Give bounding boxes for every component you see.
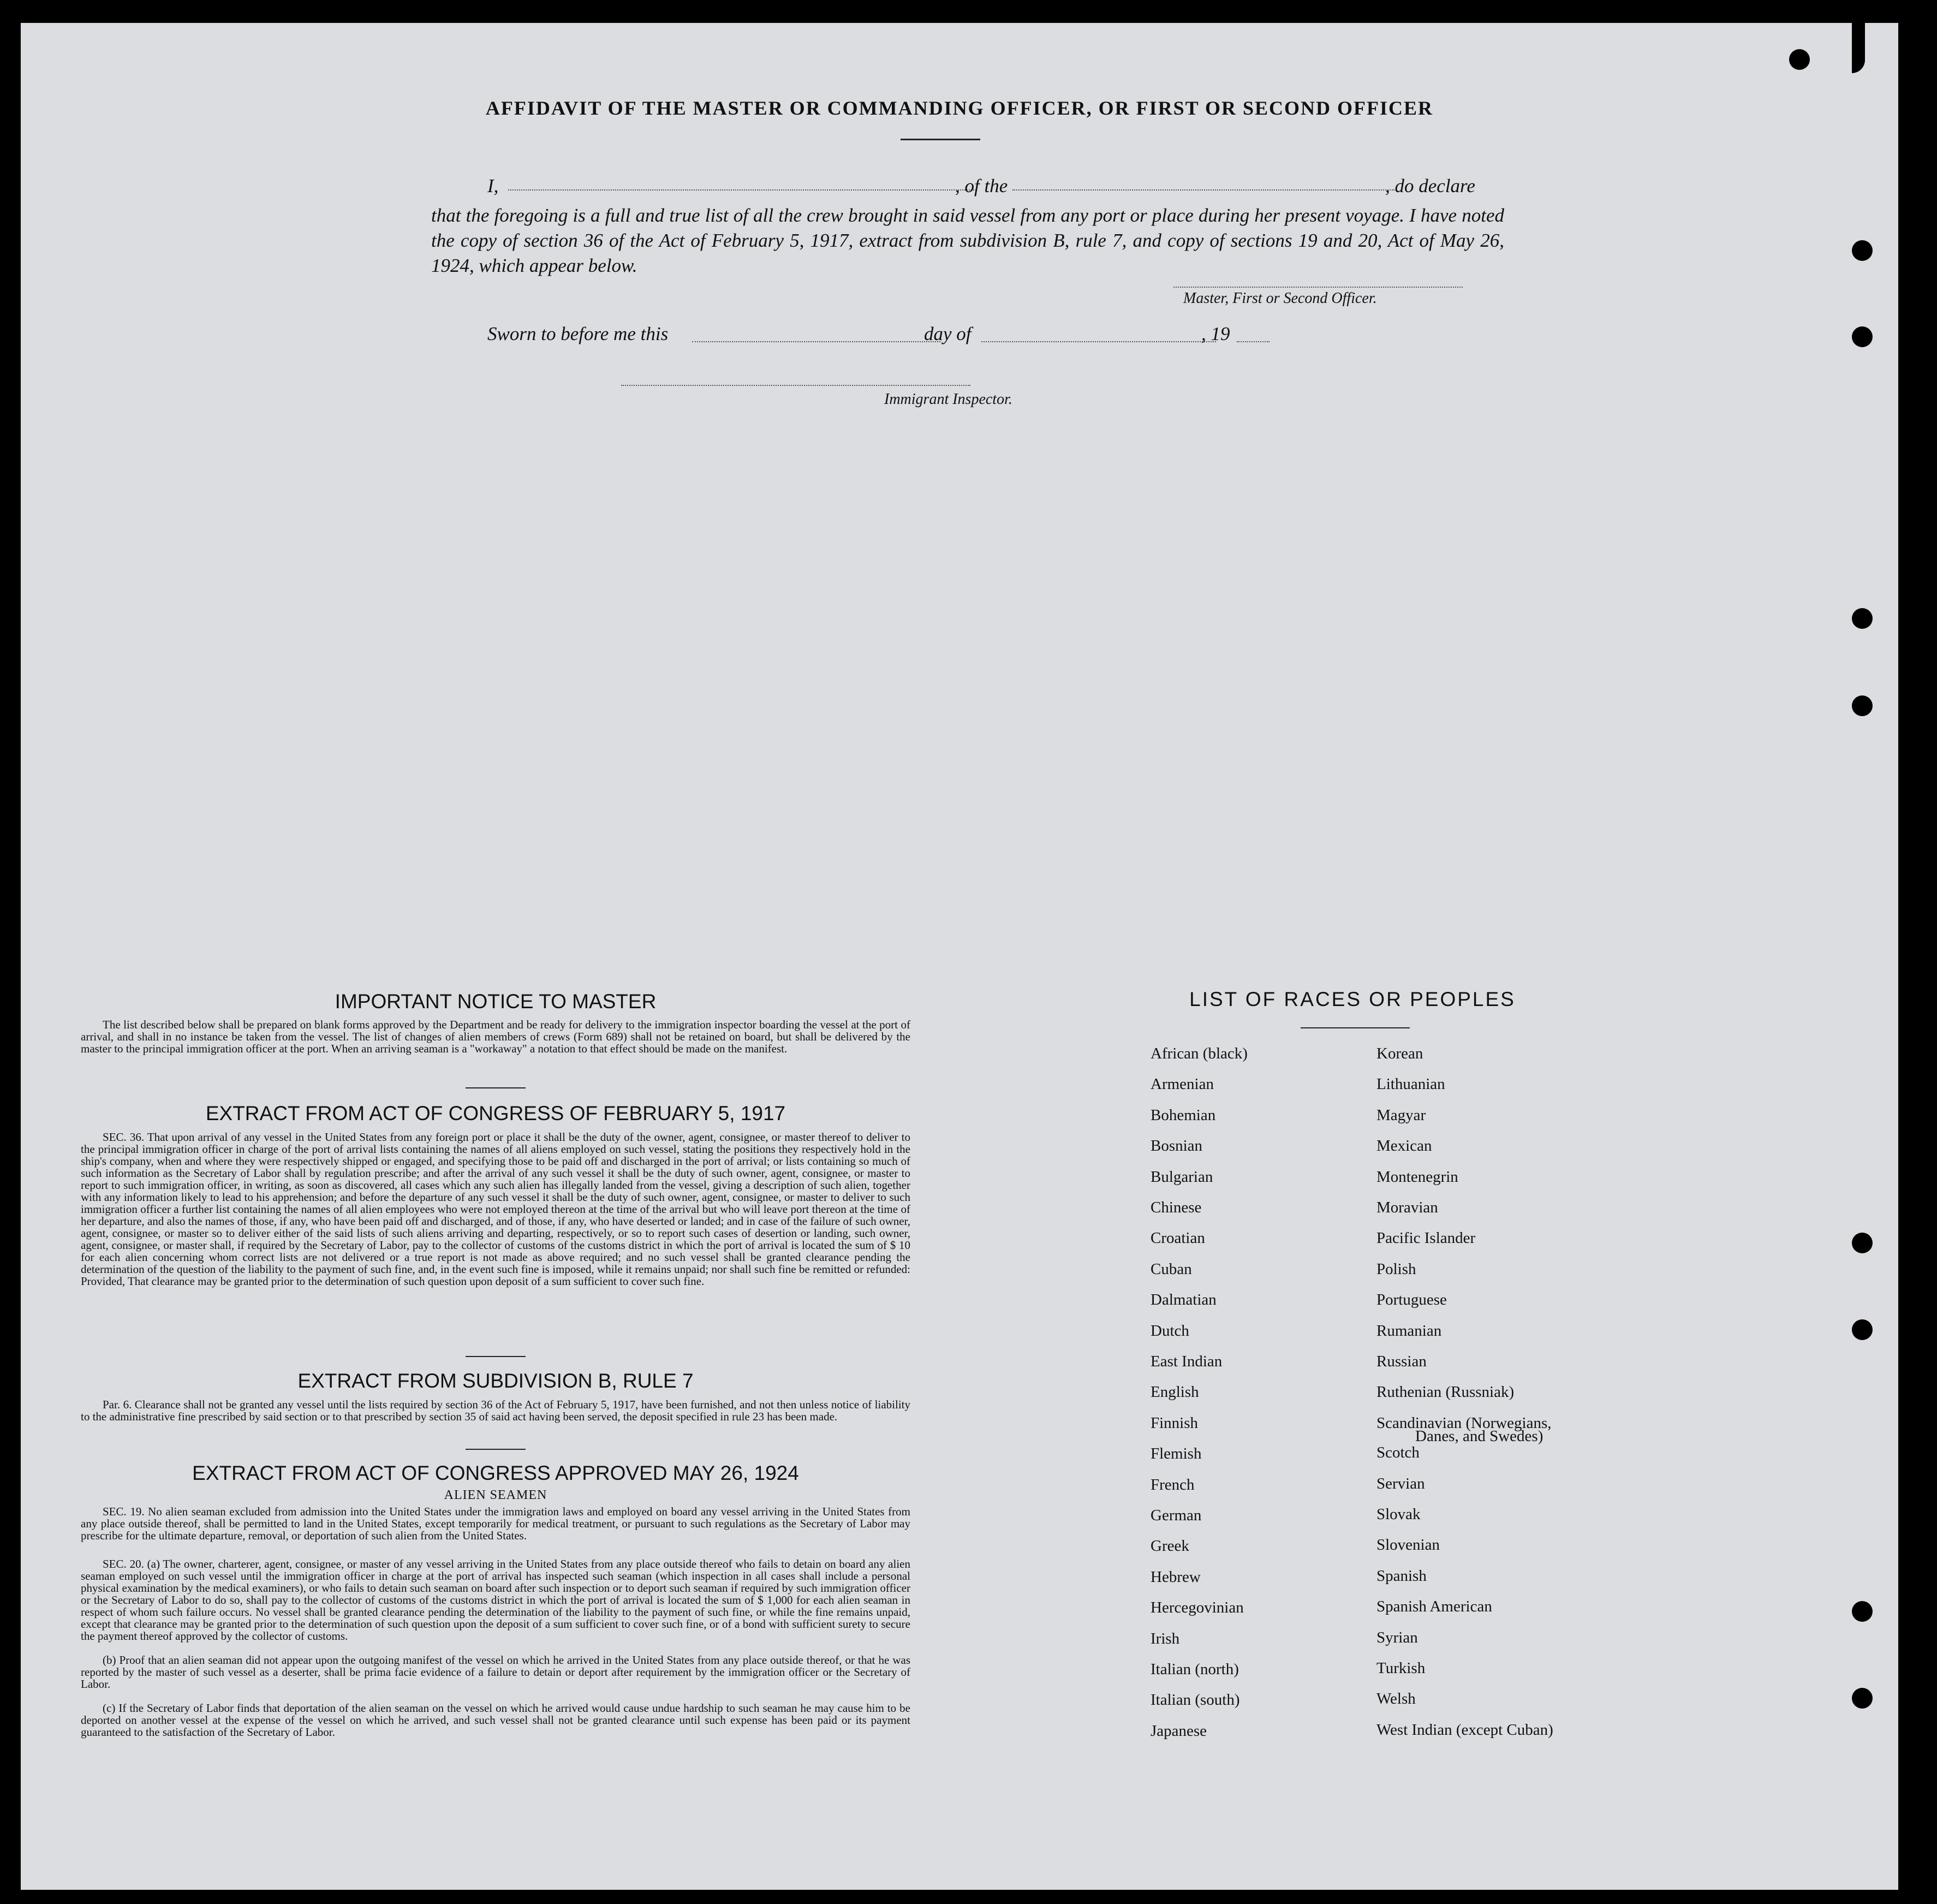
declare-label: , do declare bbox=[1385, 175, 1475, 197]
sworn-month-field[interactable] bbox=[981, 341, 1216, 342]
punch-hole bbox=[1852, 695, 1873, 716]
race-item: Slovenian bbox=[1376, 1536, 1440, 1554]
race-item: Chinese bbox=[1151, 1199, 1202, 1216]
race-item: Pacific Islander bbox=[1376, 1229, 1476, 1247]
section-rule bbox=[466, 1449, 526, 1450]
race-item: Mexican bbox=[1376, 1137, 1432, 1155]
race-item: Spanish bbox=[1376, 1567, 1427, 1585]
sec20a-text: SEC. 20. (a) The owner, charterer, agent, consignee, or master of any vessel arriving in the United States from any place outside thereof who fails to detain on board any alien seaman employed on such vessel until the immigration officer in charge at the port of arrival has inspected such seaman (which inspection in all cases shall include a personal physical examination by the medical examiners), or who fails to detain such seaman on board after such inspection or to deport such seaman if required by such immigration officer or the Secretary of Labor to do so, shall pay to the collector of customs of the customs district in which the port of arrival is located the sum of $ 1,000 for each alien seaman in respect of whom such failure occurs. No vessel shall be granted clearance pending the determination of the liability to the payment of such fine, or while the fine remains unpaid, except that clearance may be granted prior to the determination of such question upon the deposit of a sum sufficient to cover such fine, or of a bond with sufficient surety to secure the payment thereof approved by the collector of customs. bbox=[81, 1557, 910, 1643]
punch-hole bbox=[1852, 240, 1873, 261]
race-item: French bbox=[1151, 1475, 1195, 1494]
races-title-rule bbox=[1301, 1027, 1410, 1028]
section-rule bbox=[466, 1087, 526, 1088]
race-item: Welsh bbox=[1376, 1690, 1416, 1708]
race-item: Dalmatian bbox=[1151, 1291, 1217, 1309]
of-the-label: , of the bbox=[955, 175, 1008, 197]
race-item: Bosnian bbox=[1151, 1137, 1203, 1155]
master-signature-field[interactable] bbox=[1173, 287, 1463, 288]
race-item: Bulgarian bbox=[1151, 1168, 1213, 1186]
race-item: Montenegrin bbox=[1376, 1168, 1458, 1186]
race-item: Irish bbox=[1151, 1629, 1180, 1647]
vessel-name-field[interactable] bbox=[1012, 189, 1394, 191]
race-item: African (black) bbox=[1151, 1045, 1248, 1062]
sec20b-text: (b) Proof that an alien seaman did not appear upon the outgoing manifest of the vessel on which he arrived in the United States from any place outside thereof, or that he was reported by the master of such vessel as a deserter, shall be prima facie evidence of a failure to detain or deport after requirement by the immigration officer or the Secretary of Labor. bbox=[81, 1653, 910, 1691]
race-item: Moravian bbox=[1376, 1199, 1438, 1216]
declarant-prefix: I, bbox=[487, 175, 499, 197]
race-item: Flemish bbox=[1151, 1445, 1202, 1463]
race-item: Finnish bbox=[1151, 1414, 1199, 1432]
race-item: Italian (north) bbox=[1151, 1661, 1239, 1678]
race-item: Slovak bbox=[1376, 1506, 1421, 1523]
punch-hole bbox=[1852, 1601, 1873, 1622]
inspector-signature-field[interactable] bbox=[621, 385, 970, 386]
race-item: Scandinavian (Norwegians, bbox=[1376, 1414, 1552, 1432]
race-item: Greek bbox=[1151, 1537, 1189, 1555]
race-item: Russian bbox=[1376, 1353, 1427, 1370]
race-item: Japanese bbox=[1151, 1722, 1207, 1740]
race-item: Hebrew bbox=[1151, 1568, 1201, 1586]
race-item: Spanish American bbox=[1376, 1598, 1492, 1616]
alien-seamen-subtitle: ALIEN SEAMEN bbox=[444, 1488, 547, 1502]
race-item: Turkish bbox=[1376, 1659, 1426, 1677]
race-item: Lithuanian bbox=[1376, 1075, 1445, 1093]
race-item: Polish bbox=[1376, 1260, 1416, 1278]
punch-hole bbox=[1852, 1319, 1873, 1340]
torn-corner-mark bbox=[1852, 23, 1865, 73]
declaration-body: that the foregoing is a full and true list of all the crew brought in said vessel from any port or place during her present voyage. I have noted the copy of section 36 of the Act of February 5, 1917, extract from subdivision B, rule 7, and copy of sections 19 and 20, Act of May 26, 1924, which appear below. bbox=[431, 205, 1504, 276]
race-item: Korean bbox=[1376, 1045, 1423, 1062]
race-item: Servian bbox=[1376, 1474, 1425, 1492]
race-item: East Indian bbox=[1151, 1353, 1223, 1370]
punch-hole bbox=[1789, 49, 1810, 70]
race-item: English bbox=[1151, 1383, 1199, 1401]
race-item: Italian (south) bbox=[1151, 1691, 1240, 1709]
punch-hole bbox=[1852, 608, 1873, 629]
race-item: Danes, and Swedes) bbox=[1415, 1427, 1543, 1445]
sec19-text: SEC. 19. No alien seaman excluded from admission into the United States under the immigration laws and employed on board any vessel arriving in the United States from any place outside thereof, shall be permitted to land in the United States, except temporarily for medical treatment, or pursuant to such regulations as the Secretary of Labor may prescribe for the ultimate departure, removal, or deportation of such alien from the United States. bbox=[81, 1505, 910, 1542]
title-rule bbox=[901, 139, 980, 140]
year-label: , 19 bbox=[1201, 323, 1230, 344]
extract-1917-title: EXTRACT FROM ACT OF CONGRESS OF FEBRUARY 5, 1917 bbox=[205, 1102, 786, 1124]
race-item: Ruthenian (Russniak) bbox=[1376, 1383, 1515, 1401]
master-signature-label: Master, First or Second Officer. bbox=[1183, 290, 1377, 307]
extract-1924-title: EXTRACT FROM ACT OF CONGRESS APPROVED MAY 26, 1924 bbox=[192, 1462, 799, 1484]
sworn-year-field[interactable] bbox=[1237, 341, 1270, 342]
affidavit-title: AFFIDAVIT OF THE MASTER OR COMMANDING OFFICER, OR FIRST OR SECOND OFFICER bbox=[485, 97, 1434, 119]
race-item: Magyar bbox=[1376, 1106, 1426, 1124]
race-item: Croatian bbox=[1151, 1229, 1205, 1247]
extract-rule7-title: EXTRACT FROM SUBDIVISION B, RULE 7 bbox=[297, 1370, 694, 1392]
race-item: Portuguese bbox=[1376, 1291, 1447, 1309]
punch-hole bbox=[1852, 1233, 1873, 1253]
sworn-label: Sworn to before me this bbox=[487, 323, 669, 344]
punch-hole bbox=[1852, 326, 1873, 347]
document-page bbox=[21, 23, 1898, 1890]
race-item: Scotch bbox=[1376, 1444, 1420, 1462]
section-rule bbox=[466, 1356, 526, 1357]
notice-text: The list described below shall be prepared on blank forms approved by the Department and be ready for delivery to the immigration inspector boarding the vessel at the port of arrival, and shall in no instance be taken from the vessel. The list of changes of alien members of crews (Form 689) shall not be retained on board, but shall be delivered by the master to the principal immigration officer at the port. When an arriving seaman is a "workaway" a notation to that effect should be made on the manifest. bbox=[81, 1018, 910, 1055]
extract-1917-text: SEC. 36. That upon arrival of any vessel in the United States from any foreign port or place it shall be the duty of the owner, agent, consignee, or master thereof to deliver to the principal immigration officer in charge of the port of arrival lists containing the names of all aliens employed on such vessel, stating the positions they respectively hold in the ship's company, when and where they were respectively shipped or engaged, and specifying those to be paid off and discharged in the port of arrival; or lists containing so much of such information as the Secretary of Labor shall by regulation prescribe; and after the arrival of any such vessel it shall be the duty of such owner, agent, consignee, or master to report to such immigration officer, in writing, as soon as discovered, all cases which any such alien has illegally landed from the vessel, giving a description of such alien, together with any information likely to lead to his apprehension; and before the departure of any such vessel it shall be the duty of such owner, agent, consignee, or master to deliver to such immigration officer a further list containing the names of all alien employees who were not employed thereon at the time of the arrival but who will leave port thereon at the time of her departure, and also the names of those, if any, who have been paid off and discharged, and of those, if any, who have deserted or landed; and in case of the failure of such owner, agent, consignee, or master so to deliver either of the said lists of such aliens arriving and departing, respectively, or so to report such cases of desertion or landing, such owner, agent, consignee, or master shall, if required by the Secretary of Labor, pay to the collector of customs of the customs district in which the port of arrival is located the sum of $ 10 for each alien concerning whom correct lists are not delivered or a true report is not made as above required; and no such vessel shall be granted clearance pending the determination of the question of the liability to the payment of such fine, and, in the event such fine is imposed, while it remains unpaid; nor shall such fine be remitted or refunded: Provided, That clearance may be granted prior to the determination of such question upon deposit of a sum sufficient to cover such fine. bbox=[81, 1130, 910, 1288]
race-item: German bbox=[1151, 1507, 1202, 1524]
day-of-label: day of bbox=[924, 323, 972, 344]
race-item: Bohemian bbox=[1151, 1106, 1216, 1124]
race-item: Rumanian bbox=[1376, 1322, 1442, 1340]
sworn-day-field[interactable] bbox=[692, 341, 940, 342]
race-item: Dutch bbox=[1151, 1322, 1189, 1340]
race-item: Hercegovinian bbox=[1151, 1599, 1244, 1617]
race-item: Armenian bbox=[1151, 1075, 1214, 1093]
declarant-name-field[interactable] bbox=[508, 189, 976, 191]
race-item: Cuban bbox=[1151, 1260, 1192, 1278]
race-item: Syrian bbox=[1376, 1628, 1418, 1646]
extract-rule7-text: Par. 6. Clearance shall not be granted any vessel until the lists required by section 36 of the Act of February 5, 1917, have been furnished, and not then unless notice of liability to the administrative fine prescribed by said section or to that prescribed by section 35 of said act having been served, the deposit specified in rule 23 has been made. bbox=[81, 1398, 910, 1423]
inspector-signature-label: Immigrant Inspector. bbox=[884, 391, 1012, 408]
race-item: West Indian (except Cuban) bbox=[1376, 1721, 1553, 1739]
punch-hole bbox=[1852, 1688, 1873, 1709]
notice-title: IMPORTANT NOTICE TO MASTER bbox=[335, 990, 657, 1013]
sec20c-text: (c) If the Secretary of Labor finds that deportation of the alien seaman on the vessel on which he arrived would cause undue hardship to such seaman he may cause him to be deported on another vessel at the expense of the vessel on which he arrived, and such vessel shall not be granted clearance until such expense has been paid or its payment guaranteed to the satisfaction of the Secretary of Labor. bbox=[81, 1701, 910, 1739]
races-title: LIST OF RACES OR PEOPLES bbox=[1189, 988, 1516, 1010]
